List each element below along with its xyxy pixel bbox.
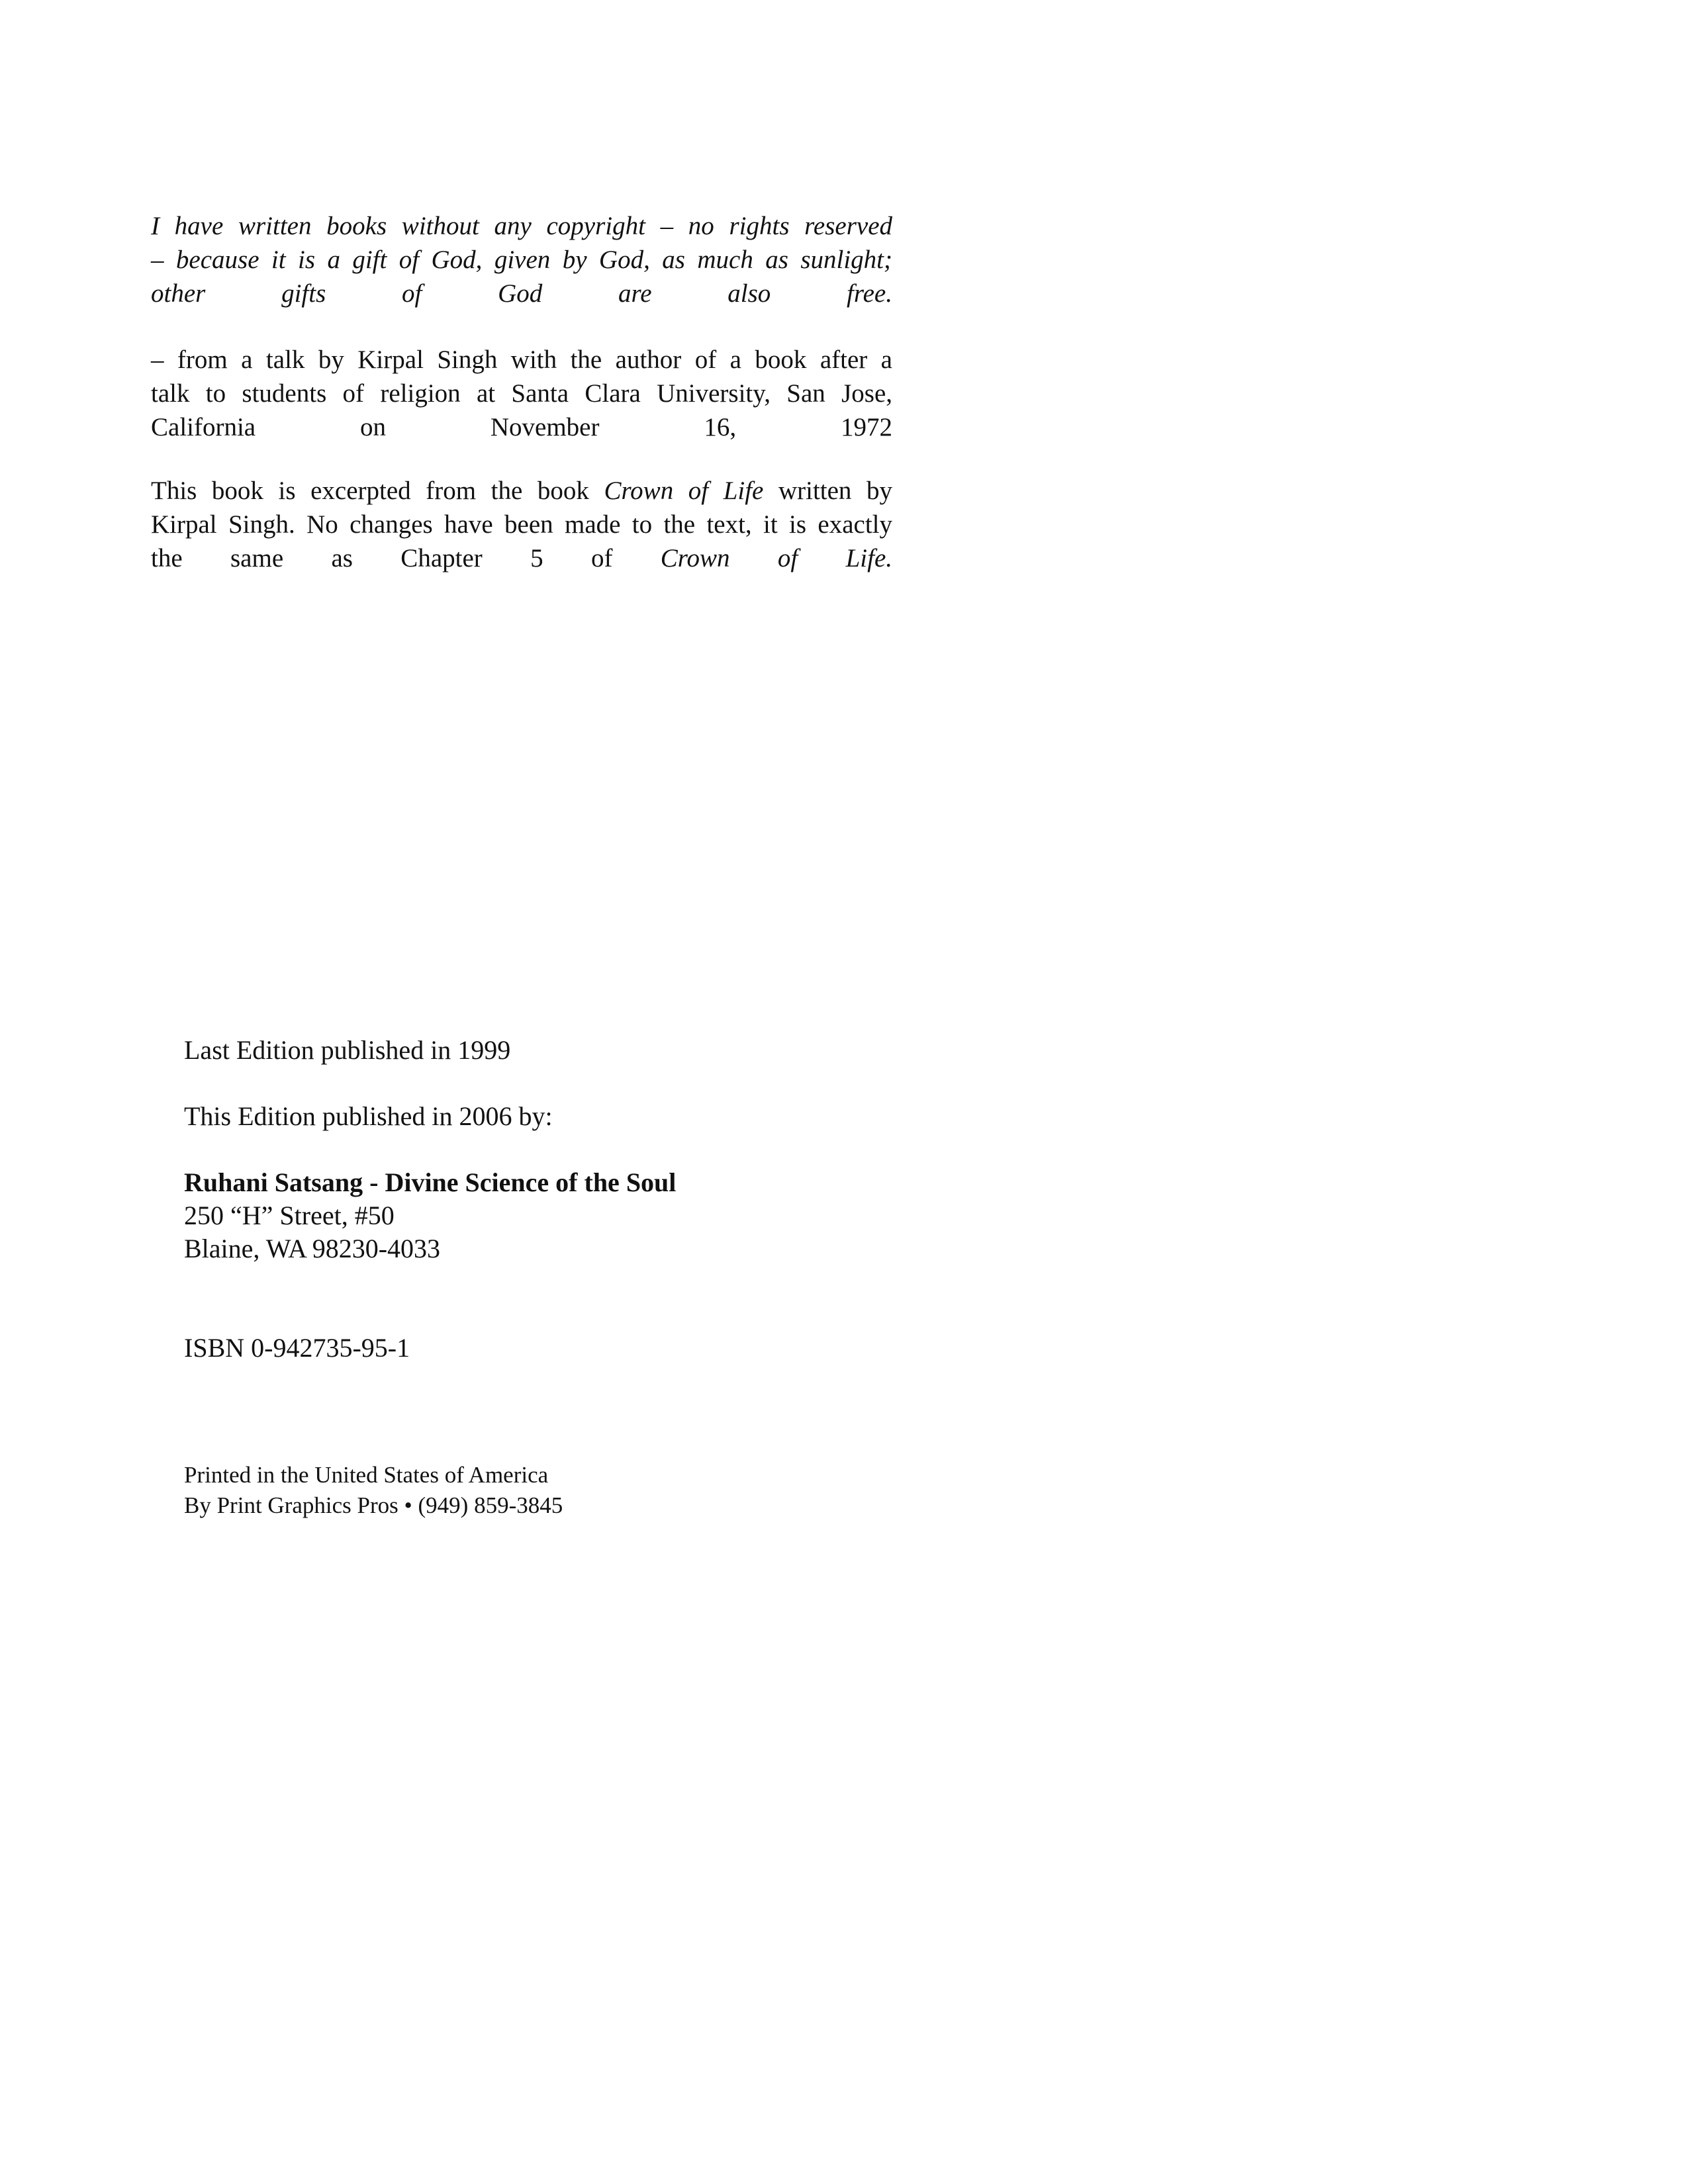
excerpt-line [151, 474, 892, 508]
excerpt-text: This book is excerpted from the book [151, 477, 604, 505]
publisher-city: Blaine, WA 98230-4033 [184, 1234, 441, 1263]
last-edition-note: Last Edition published in 1999 [184, 1035, 511, 1065]
printer-line: Printed in the United States of America [184, 1462, 549, 1488]
this-edition-note: This Edition published in 2006 by: [184, 1101, 553, 1131]
quote-line: other gifts of God are also free. [151, 279, 892, 308]
printer-line: By Print Graphics Pros • (949) 859-3845 [184, 1492, 563, 1518]
excerpt-line: Kirpal Singh. No changes have been made to the text, it is exactly [151, 510, 892, 539]
epigraph-quote [151, 209, 892, 310]
excerpt-line [151, 541, 892, 575]
quote-attribution [151, 343, 892, 444]
quote-line: I have written books without any copyright – no rights reserved [151, 212, 892, 240]
attribution-line: California on November 16, 1972 [151, 413, 892, 441]
quote-line: – because it is a gift of God, given by God, as much as sunlight; [151, 246, 892, 274]
attribution-line: – from a talk by Kirpal Singh with the author of a book after a [151, 345, 892, 374]
excerpt-text: the same as Chapter 5 of [151, 544, 661, 572]
publisher-street: 250 “H” Street, #50 [184, 1201, 395, 1230]
book-title: Crown of Life [604, 477, 764, 505]
book-title: Crown of Life. [660, 544, 892, 572]
isbn: ISBN 0-942735-95-1 [184, 1333, 410, 1363]
excerpt-text: written by [763, 477, 893, 505]
printer-info [184, 1460, 563, 1521]
attribution-line: talk to students of religion at Santa Clara University, San Jose, [151, 379, 892, 408]
publisher-address [184, 1166, 676, 1265]
excerpt-note [151, 474, 892, 575]
publisher-name: Ruhani Satsang - Divine Science of the Soul [184, 1167, 677, 1197]
